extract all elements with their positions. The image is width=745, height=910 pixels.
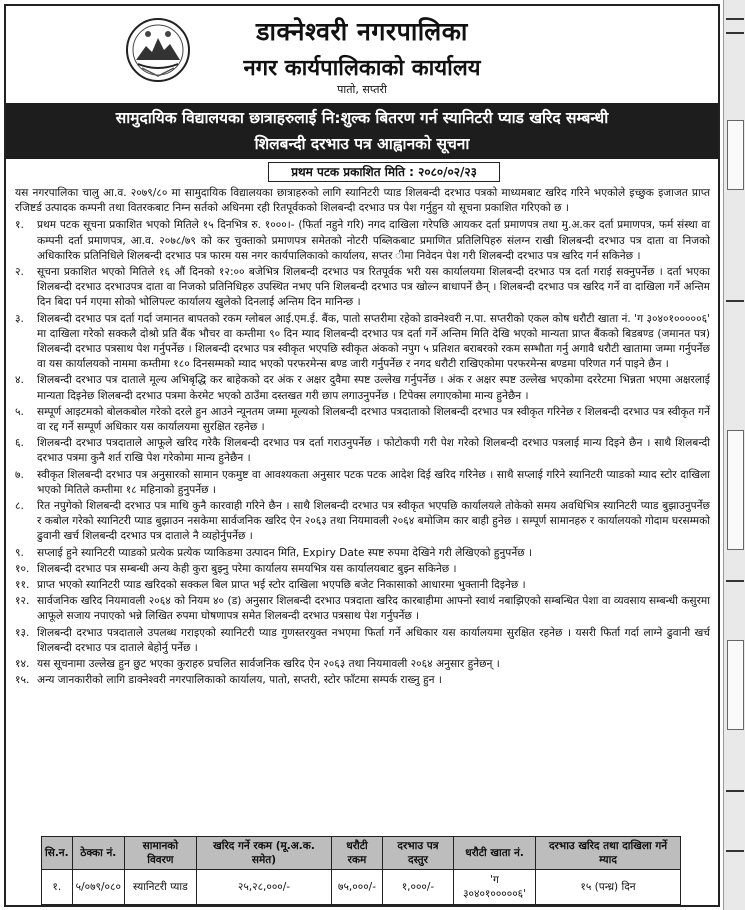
condition-number: ३. [15, 312, 24, 325]
condition-item [15, 578, 710, 593]
table-row [42, 870, 681, 905]
table-header-cell: धरौटी खाता नं. [454, 837, 536, 870]
condition-item [15, 265, 710, 311]
condition-text: रित नपुगेको शिलबन्दी दरभाउ पत्र माथि कुनै कारवाही गरिने छैन । साथै शिलबन्दी दरभाउ पत्र स्वीकृत भएपछि कार्यालयले तोकेको समय अवधिभित्र स्यानिटरी प्याड बुझाउनुपर्नेछ र कबोल गरेको स्यानिटरी प्याड बुझाउन नसकेमा सार्वजनिक खरिद ऐन २०६३ तथा नियमावली २०६४ बमोजिम कार बाही हुनेछ । सम्पूर्ण सामानहरु र कार्यालयको गोदाम घरसम्मको ढुवानी खर्च शिलबन्दी दरभाउ पत्र दाताले नै व्यहोर्नुपर्नेछ । [37, 500, 710, 543]
condition-number: १०. [15, 562, 30, 575]
condition-item [15, 312, 710, 373]
notice-heading-line-1: सामुदायिक विद्यालयका छात्राहरुलाई नि:शुल्क बितरण गर्न स्यानिटरी प्याड खरिद सम्बन्धी [115, 109, 609, 127]
condition-text: सप्लाई हुने स्यानिटरी प्याडको प्रत्येक प्रत्येक प्याकिङमा उत्पादन मिति, Expiry Date स्पष्ट रुपमा देखिने गरी लेखिएको हुनुपर्नेछ । [37, 546, 533, 559]
notice-header [6, 6, 718, 98]
tender-table-wrapper [41, 836, 681, 905]
condition-number: ८. [15, 500, 24, 513]
condition-text: शिलबन्दी दरभाउ पत्रदाताले उपलब्ध गराइएको स्यानिटरी प्याड गुणस्तरयुक्त नभएमा फिर्ता गर्ने अधिकार यस कार्यालयमा सुरक्षित रहनेछ । यसरी फिर्ता गर्दा लाग्ने ढुवानी खर्च शिलबन्दी दरभाउ पत्र दाताले बेहोर्नु पर्नेछ । [37, 626, 710, 654]
notice-body [15, 186, 710, 690]
condition-item [15, 546, 710, 561]
condition-text: प्रथम पटक सूचना प्रकाशित भएको मितिले १५ दिनभित्र रु. १०००।- (फिर्ता नहुने गरि) नगद दाखिला गरेपछि आयकर दर्ता प्रमाणपत्र तथा मु.अ.कर दर्ता प्रमाणपत्र, फर्म संस्था वा कम्पनी दर्ता प्रमाणपत्र, आ.व. २०७८/७९ को कर चुक्ताको प्रमाणपत्र समेतको नोटरी पब्लिकबाट प्रमाणित प्रतिलिपिहरु संलग्न राखी शिलबन्दी दरभाउ पत्र दाता वा निजको अधिकारिक प्रतिनिधिले शिलबन्दी दरभाउ पत्र फारम यस नगर कार्यपालिकाको कार्यालय, सप्तर ीमा निवेदन पेश गरी शिलबन्दी दरभाउ पत्र खरिद गर्न सकिनेछ । [37, 219, 710, 262]
condition-item [15, 673, 710, 688]
condition-text: स्वीकृत शिलबन्दी दरभाउ पत्र अनुसारको सामान एकमुष्ट वा आवश्यकता अनुसार पटक पटक आदेश दिई खरिद गरिनेछ । साथै सप्लाई गरिने स्यानिटरी प्याडको म्याद स्टोर दाखिला भएको मितिले कम्तीमा १८ महिनाको हुनुपर्नेछ । [37, 468, 710, 496]
condition-item [15, 436, 710, 466]
condition-number: १२. [15, 595, 30, 608]
condition-number: १४. [15, 658, 30, 671]
table-header-cell: दरभाउ खरिद तथा दाखिला गर्ने म्याद [536, 837, 681, 870]
condition-text: अन्य जानकारीको लागि डाक्नेश्वरी नगरपालिकाको कार्यालय, पातो, सप्तरी, स्टोर फाँटमा सम्पर्क राख्नु हुन । [37, 674, 442, 687]
table-cell: २५,२८,०००/- [196, 870, 331, 905]
office-subtitle: नगर कार्यपालिकाको कार्यालय [243, 55, 481, 81]
condition-item [15, 468, 710, 498]
condition-number: ११. [15, 579, 30, 592]
table-header-cell: धरौटी रकम [332, 837, 383, 870]
condition-number: ४. [15, 374, 24, 387]
intro-paragraph: यस नगरपालिका चालु आ.व. २०७९/८० मा सामुदायिक विद्यालयका छात्राहरुको लागि स्यानिटरी प्याड शिलबन्दी दरभाउ पत्रको माध्यमबाट खरिद गरिने भएकोले इच्छुक इजाजत प्राप्त रजिष्टर्ड उत्पादक कम्पनी तथा वितरकबाट निम्न सर्तको अधिनमा रही रितपूर्वकको शिलबन्दी दरभाउ पत्र पेश गर्नुहुन यो सूचना प्रकाशित गरिएको छ । [15, 187, 710, 215]
condition-item [15, 626, 710, 656]
condition-number: ९. [15, 546, 24, 559]
table-header-row [42, 837, 681, 870]
condition-text: शिलबन्दी दरभाउ पत्र दर्ता गर्दा जमानत बापतको रकम ग्लोबल आई.एम.ई. बैंक, पातो सप्तरीमा रहेको डाक्नेश्वरी न.पा. सप्तरीको एकल कोष धरौटी खाता नं. 'ग ३०४०१०००००६' मा दाखिला गरेको सक्कलै दोश्रो प्रति बैंक भौचर वा कम्तीमा ९० दिन म्याद शिलबन्दी दरभाउ पत्र दर्ता गर्ने अन्तिम मिति देखि भएको मान्यता प्राप्त बैंकको बिडबण्ड (जमानत पत्र) शिलबन्दी दरभाउ पत्रसाथ पेश गर्नुपर्नेछ । शिलबन्दी दरभाउ पत्र स्वीकृत भएपछि स्वीकृत अंकको नपुग ५ प्रतिशत बराबरको रकम सम्भौता गर्नु अगावै धरौटी खातामा जम्मा गर्नुपर्नेछ वा यस कार्यालयको नाममा कम्तीमा १८० दिनसम्मको म्याद भएको परफरमेन्स बण्ड जारी गर्नुपर्नेछ र नगद धरौटी राखिएकोमा परफरमेन्स बण्डमा परिणत गर्न पाइने छैन । [37, 312, 710, 371]
condition-item [15, 373, 710, 403]
table-cell: ५/०७९/०८० [72, 870, 124, 905]
table-header-cell: खरिद गर्ने रकम (मू.अ.क. समेत) [196, 837, 331, 870]
table-header-cell: सि.न. [42, 837, 73, 870]
condition-text: सम्पूर्ण आइटमको बोलकबोल गरेको दरले हुन आउने न्यूनतम जम्मा मूल्यको शिलबन्दी दरभाउ पत्रदाताको शिलबन्दी दरभाउ पत्र स्वीकृत गरिनेछ र शिलबन्दी दरभाउ पत्र स्वीकृत गर्ने वा रद्द गर्ने सम्पूर्ण अधिकार यस कार्यालयमा सुरक्षित रहनेछ । [37, 405, 710, 434]
table-header-cell: ठेक्का नं. [72, 837, 124, 870]
condition-item [15, 218, 710, 264]
office-location: पातो, सप्तरी [337, 83, 387, 96]
table-header-cell: सामानको विवरण [124, 837, 196, 870]
publish-date: प्रथम पटक प्रकाशित मिति : २०८०/०२/२३ [268, 162, 500, 182]
condition-number: ६. [15, 437, 24, 450]
condition-number: ७. [15, 468, 24, 481]
condition-text: शिलबन्दी दरभाउ पत्रदाताले आफूले खरिद गरेकै शिलबन्दी दरभाउ पत्र दर्ता गराउनुपर्नेछ । फोटोकपी गरी पेश गरेको शिलबन्दी दरभाउ पत्रलाई मान्य दिइने छैन । साथै शिलबन्दी दरभाउ पत्रमा कुनै शर्त राखि पेश गरेकोमा मान्य हुनेछैन । [37, 437, 710, 465]
condition-number: १३. [15, 626, 30, 639]
condition-number: ५. [15, 405, 24, 418]
condition-text: प्राप्त भएको स्यानिटरी प्याड खरिदको सक्कल बिल प्राप्त भई स्टोर दाखिला भएपछि बजेट निकासाको आधारमा भुक्तानी दिइनेछ । [37, 579, 526, 592]
condition-text: सूचना प्रकाशित भएको मितिले १६ औं दिनको १२:०० बजेभित्र शिलबन्दी दरभाउ पत्र रितपूर्वक भरी यस कार्यालयमा शिलबन्दी दरभाउ पत्र दर्ता गराई सक्नुपर्नेछ । दर्ता भएका शिलबन्दी दरभाउ दरभाउपत्र दाता वा निजको प्रतिनिधिहरु उपस्थित नभए पनि शिलबन्दी दरभाउ पत्र खोल्न बाधापर्ने छैन् । शिलबन्दी दरभाउ पत्र खरिद गर्ने वा दाखिला गर्ने अन्तिम दिन बिदा पर्न गएमा सोको भोलिपल्ट कार्यालय खुलेको दिनलाई अन्तिम दिन मानिन्छ । [37, 266, 710, 309]
condition-item [15, 405, 710, 435]
notice-heading-banner [6, 103, 718, 159]
tender-table [41, 836, 681, 905]
table-cell: १,०००/- [382, 870, 453, 905]
condition-text: शिलबन्दी दरभाउ पत्र सम्बन्धी अन्य केही कुरा बुझ्नु परेमा कार्यालय समयभित्र यस कार्यालयबाट बुझ्न सकिनेछ । [37, 562, 457, 575]
conditions-list [15, 218, 710, 688]
condition-item [15, 562, 710, 577]
table-cell: १५ (पन्ध्र) दिन [536, 870, 681, 905]
notice-heading-line-2: शिलबन्दी दरभाउ पत्र आह्वानको सूचना [254, 135, 470, 153]
condition-number: १. [15, 219, 24, 232]
condition-number: १५. [15, 674, 30, 687]
condition-number: २. [15, 266, 24, 279]
adjacent-page-edge [723, 0, 745, 910]
table-cell: 'ग ३०४०१०००००६' [454, 870, 536, 905]
table-cell: १. [42, 870, 73, 905]
table-body [42, 870, 681, 905]
office-title: डाक्नेश्वरी नगरपालिका [256, 17, 468, 46]
condition-text: सार्वजनिक खरिद नियमावली २०६४ को नियम ४० (ड) अनुसार शिलबन्दी दरभाउ पत्रदाता खरिद कारबाहीमा आफ्नो स्वार्थ नबाझिएको सम्बन्धित पेशा वा व्यवसाय सम्बन्धी कसुरमा आफूले सजाय नपाएको भन्ने लिखित रुपमा घोषणापत्र समेत शिलबन्दी दरभाउ पत्रसाथ पेश गर्नुपर्नेछ । [37, 595, 710, 623]
table-cell: ७५,०००/- [332, 870, 383, 905]
condition-item [15, 594, 710, 624]
table-cell: स्यानिटरी प्याड [124, 870, 196, 905]
condition-text: शिलबन्दी दरभाउ पत्र दाताले मूल्य अभिबृद्धि कर बाहेकको दर अंक र अक्षर दुवैमा स्पष्ट उल्लेख गर्नुपर्नेछ । अंक र अक्षर स्पष्ट उल्लेख भएकोमा दररेटमा भिन्नता भएमा अक्षरलाई मान्यता दिइनेछ शिलबन्दी दरभाउ पत्रमा केरमेट भएको ठाउँमा दस्तखत गरी छाप लगाउनुपर्नेछ । टिपेक्स लगाएकोमा मान्य हुनेछैन । [37, 374, 710, 402]
table-header-cell: दरभाउ पत्र दस्तुर [382, 837, 453, 870]
condition-item [15, 499, 710, 545]
condition-item [15, 657, 710, 672]
notice-document [4, 4, 720, 907]
condition-text: यस सूचनामा उल्लेख हुन छुट भएका कुराहरु प्रचलित सार्वजनिक खरिद ऐन २०६३ तथा नियमावली २०६४ अनुसार हुनेछन् । [37, 658, 500, 671]
